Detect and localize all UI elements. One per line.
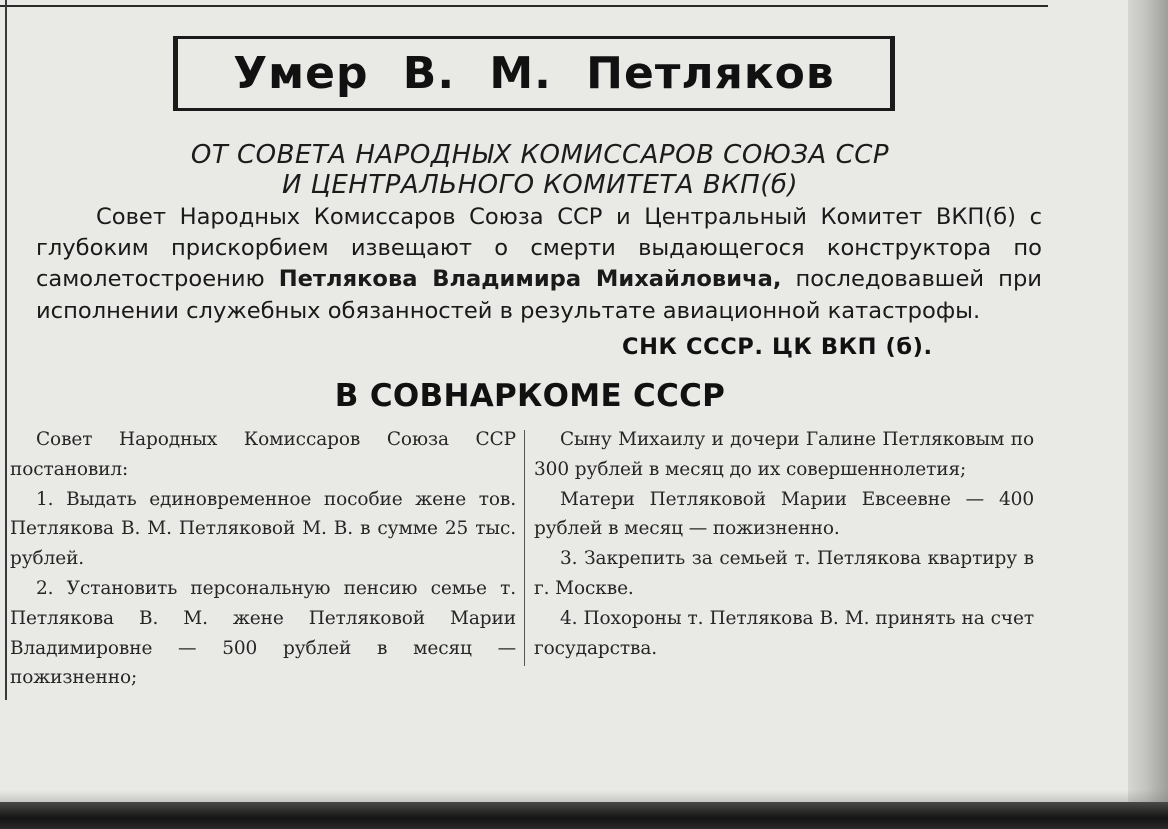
announcement-paragraph [36, 202, 1042, 327]
decree-paragraph: Матери Петляковой Марии Евсеевне — 400 рублей в месяц — пожизненно. [534, 488, 1034, 540]
decree-left-column [10, 425, 516, 693]
bottom-scan-edge [0, 802, 1168, 829]
left-border-rule [5, 0, 7, 700]
column-divider [524, 430, 525, 666]
decree-paragraph: 3. Закрепить за семьей т. Петлякова квартиру в г. Москве. [534, 548, 1034, 599]
announcement-signature: СНК СССР. ЦК ВКП (б). [622, 334, 933, 360]
decree-paragraph: 4. Похороны т. Петлякова В. М. принять на счет государства. [534, 607, 1034, 659]
decree-right-column [534, 425, 1034, 663]
subheadline-line-2: И ЦЕНТРАЛЬНОГО КОМИТЕТА ВКП(б) [281, 170, 799, 200]
section-heading: В СОВНАРКОМЕ СССР [334, 378, 726, 414]
announcement-text [36, 202, 1042, 327]
page-edge-shadow [1128, 0, 1168, 829]
announcement-text-before: Совет Народных Комиссаров Союза ССР и Центральный Комитет ВКП(б) с глубоким прискорбием извещают о смерти выдающегося конструктора по самолетостроению [36, 204, 1042, 293]
decree-paragraph: Сыну Михаилу и дочери Галине Петляковым по 300 рублей в месяц до их совершеннолетия; [534, 429, 1034, 480]
subheadline-line-1: ОТ СОВЕТА НАРОДНЫХ КОМИССАРОВ СОЮЗА ССР [190, 140, 890, 170]
announcement-text-after: последовавшей при исполнении служебных обязанностей в результате авиационной катастрофы. [36, 266, 1042, 324]
top-border-rule [0, 5, 1048, 7]
decree-paragraph: Совет Народных Комиссаров Союза ССР постановил: [10, 429, 516, 480]
headline-frame-top [178, 36, 890, 39]
headline: Умер В. М. Петляков [233, 48, 835, 99]
headline-frame [173, 36, 895, 111]
decree-paragraph: 1. Выдать единовременное пособие жене тов. Петлякова В. М. Петляковой М. В. в сумме 25 тыс. рублей. [10, 488, 516, 570]
headline-frame-bottom [178, 108, 890, 111]
decree-paragraph: 2. Установить персональную пенсию семье т. Петлякова В. М. жене Петляковой Марии Владимировне — 500 рублей в месяц — пожизненно; [10, 577, 516, 689]
announcement-deceased-name: Петлякова Владимира Михайловича, [278, 266, 782, 293]
